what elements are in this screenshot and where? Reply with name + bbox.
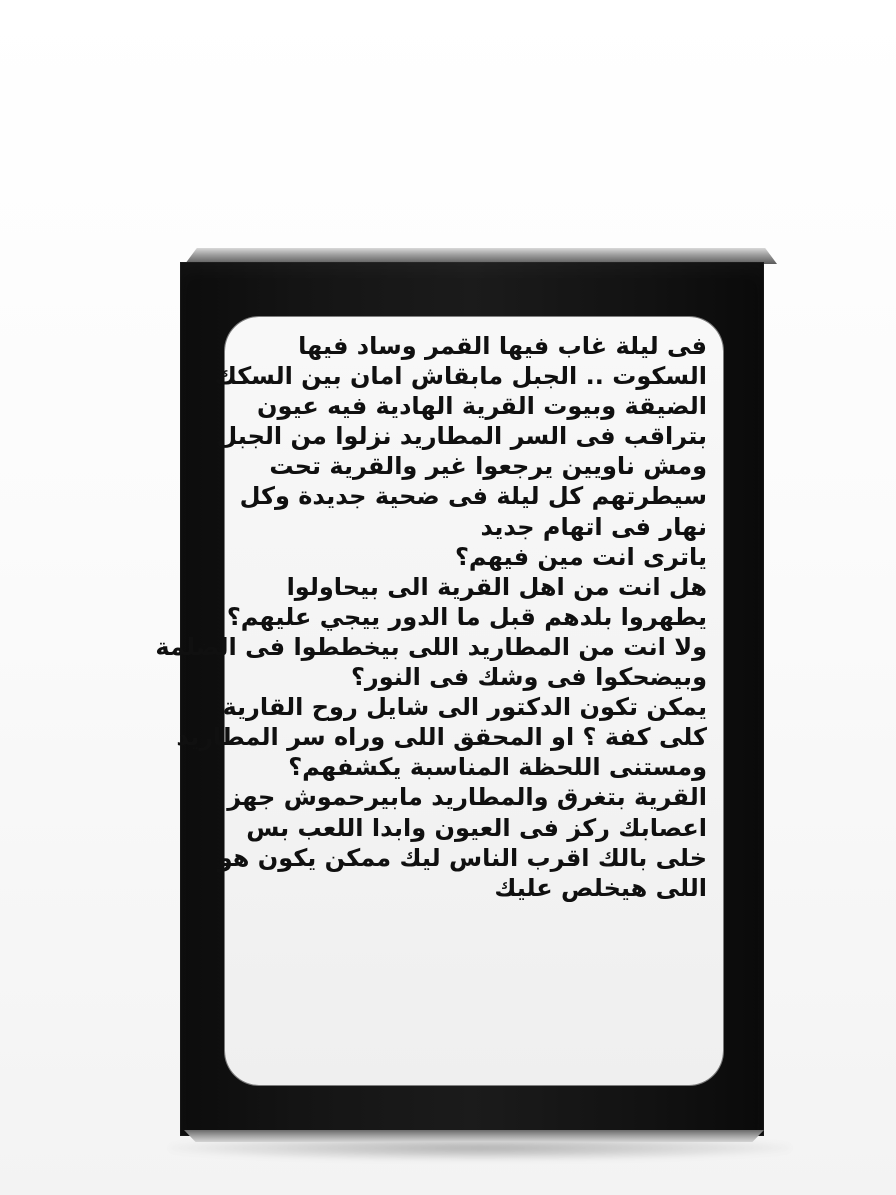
box-bottom-edge	[184, 1130, 764, 1142]
description-line: هل انت من اهل القرية الى بيحاولوا	[286, 572, 707, 601]
description-line: ولا انت من المطاريد اللى بيخططوا فى الضلمة	[155, 632, 707, 661]
description-line: ياترى انت مين فيهم؟	[454, 542, 707, 571]
description-line: الضيقة وبيوت القرية الهادية فيه عيون	[257, 392, 707, 421]
description-line: كلى كفة ؟ او المحقق اللى وراه سر المطاريد	[176, 723, 707, 752]
description-line: يمكن تكون الدكتور الى شايل روح القارية	[222, 693, 707, 722]
description-line: اللى هيخلص عليك	[494, 873, 707, 902]
description-line: السكوت .. الجبل مابقاش امان بين السكك	[214, 362, 707, 391]
description-line: ومستنى اللحظة المناسبة يكشفهم؟	[288, 753, 707, 782]
description-line: نهار فى اتهام جديد	[480, 512, 707, 541]
description-line: ومش ناويين يرجعوا غير والقرية تحت	[269, 452, 707, 481]
description-line: القرية بتغرق والمطاريد مابيرحموش جهز	[227, 783, 707, 812]
description-line: فى ليلة غاب فيها القمر وساد فيها	[298, 332, 707, 360]
white-description-label	[155, 317, 723, 1085]
description-line: وبيضحكوا فى وشك فى النور؟	[350, 663, 707, 692]
description-line: يطهروا بلدهم قبل ما الدور ييجي عليهم؟	[226, 602, 707, 631]
description-line: خلى بالك اقرب الناس ليك ممكن يكون هو	[217, 843, 707, 872]
description-line: سيطرتهم كل ليلة فى ضحية جديدة وكل	[239, 482, 707, 511]
description-line: اعصابك ركز فى العيون وابدا اللعب بس	[246, 813, 707, 842]
description-line: بتراقب فى السر المطاريد نزلوا من الجبل	[216, 422, 707, 451]
arabic-description-text	[155, 331, 707, 903]
